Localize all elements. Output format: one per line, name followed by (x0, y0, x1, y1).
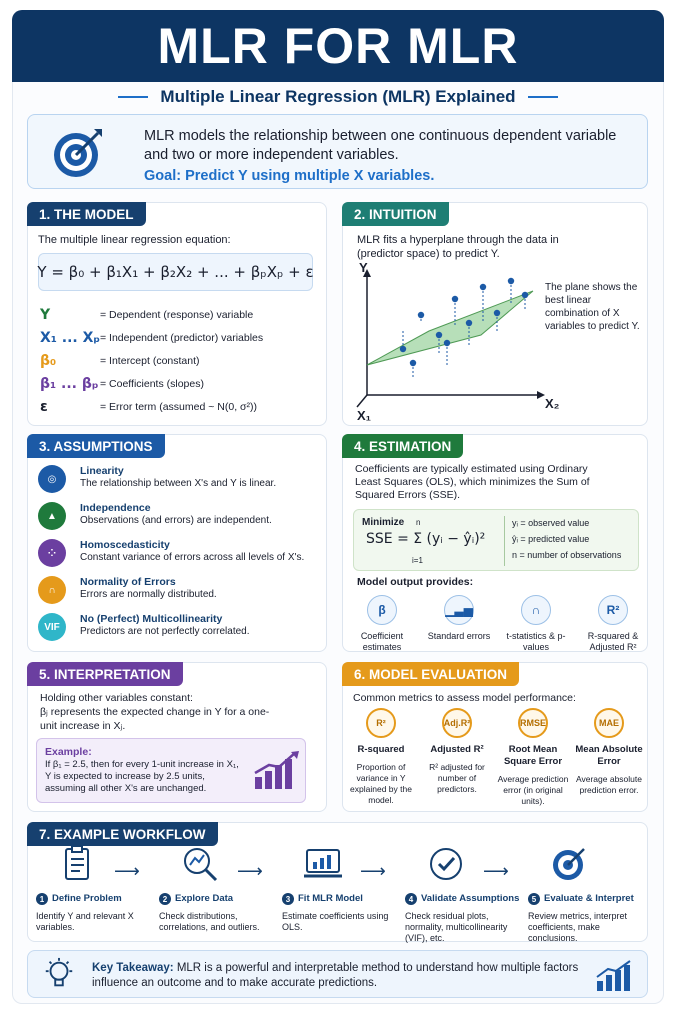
metric-badge-icon: R² (366, 708, 396, 738)
data-point (444, 340, 450, 346)
assumption-description: Constant variance of errors across all levels of X's. (80, 552, 305, 563)
legend-symbol: β₀ (40, 353, 57, 369)
intro-description: MLR models the relationship between one continuous dependent variable and two or more independent variables. (144, 128, 617, 163)
data-point (452, 296, 458, 302)
data-point (480, 284, 486, 290)
hyperplane (367, 291, 533, 365)
data-point (400, 346, 406, 352)
metric-name: Adjusted R² (430, 744, 484, 755)
data-point (436, 332, 442, 338)
model-lead: The multiple linear regression equation: (38, 234, 231, 246)
metric-name: Root Mean Square Error (503, 744, 563, 767)
divider (504, 516, 505, 566)
takeaway-body: MLR is a powerful and interpretable method to understand how multiple factors influence an outcome and to make accurate predictions. (92, 962, 579, 989)
data-point (466, 320, 472, 326)
sse-definition: yᵢ = observed value (512, 518, 590, 528)
x2-axis-arrow (537, 391, 545, 399)
estimation-card (342, 434, 648, 652)
legend-symbol: β₁ ... βₚ (40, 376, 99, 392)
assumption-item (38, 502, 328, 534)
legend-row (40, 376, 320, 394)
independence-icon: ▲ (38, 502, 66, 530)
assumptions-card (27, 434, 327, 652)
interpretation-lead: Holding other variables constant: (40, 692, 193, 704)
step-description: Check residual plots, normality, multicollinearity (VIF), etc. (405, 911, 508, 943)
metric-badge-icon: Adj.R² (442, 708, 472, 738)
sum-bottom: i=1 (412, 556, 423, 565)
page-title: MLR FOR MLR (157, 18, 519, 74)
variance-icon: ⁘ (38, 539, 66, 567)
x1-axis (357, 395, 367, 407)
page-subtitle: Multiple Linear Regression (MLR) Explained (160, 87, 516, 106)
intuition-heading: 2. INTUITION (342, 202, 449, 226)
assumption-description: Observations (and errors) are independent. (80, 515, 272, 526)
sum-top: n (416, 518, 421, 527)
model-output-item (501, 595, 571, 653)
lightbulb-icon (42, 957, 76, 991)
takeaway-label: Key Takeaway: (92, 962, 174, 974)
intuition-note: The plane shows the best linear combination of X variables to predict Y. (545, 282, 640, 332)
data-point (522, 292, 528, 298)
laptop-chart-icon (302, 843, 344, 885)
step-number: 3 (282, 893, 294, 905)
assumption-description: The relationship between X's and Y is linear. (80, 478, 277, 489)
estimation-lead: Coefficients are typically estimated using Ordinary Least Squares (OLS), which minimizes the Sum of Squared Errors (SSE). (355, 463, 590, 501)
distribution-icon: ∩ (521, 595, 551, 625)
sse-definition: ŷᵢ = predicted value (512, 534, 590, 544)
assumption-title: No (Perfect) Multicollinearity (80, 613, 223, 625)
target-icon (548, 843, 590, 885)
example-title: Example: (45, 746, 92, 758)
metric-item (419, 708, 495, 795)
step-title: Fit MLR Model (298, 893, 363, 904)
legend-symbol: ε (40, 399, 48, 415)
step-title: Validate Assumptions (421, 893, 520, 904)
target-icon (50, 125, 106, 181)
bell-curve-icon: ∩ (38, 576, 66, 604)
output-title: Model output provides: (357, 576, 474, 588)
assumption-title: Independence (80, 502, 151, 514)
intro-goal: Goal: Predict Y using multiple X variables. (144, 168, 435, 184)
metric-name: R-squared (357, 744, 405, 755)
model-output-item (424, 595, 494, 642)
arrow-right-icon: ⟶ (360, 861, 386, 881)
step-number: 5 (528, 893, 540, 905)
metric-description: Proportion of variance in Y explained by the model. (350, 762, 412, 805)
vif-icon: VIF (38, 613, 66, 641)
legend-definition: = Intercept (constant) (100, 355, 200, 367)
intro-text (144, 127, 634, 186)
step-title: Explore Data (175, 893, 234, 904)
step-title: Evaluate & Interpret (544, 893, 634, 904)
metric-badge-icon: MAE (594, 708, 624, 738)
step-description: Check distributions, correlations, and outliers. (159, 911, 260, 932)
arrow-right-icon: ⟶ (114, 861, 140, 881)
regression-equation: Y = β₀ + β₁X₁ + β₂X₂ + ... + βₚXₚ + ε (38, 253, 313, 291)
clipboard-icon (56, 843, 98, 885)
workflow-card (27, 822, 648, 942)
estimation-heading: 4. ESTIMATION (342, 434, 463, 458)
step-description: Review metrics, interpret coefficients, make conclusions. (528, 911, 628, 943)
legend-definition: = Coefficients (slopes) (100, 378, 204, 390)
growth-chart-icon (594, 959, 634, 993)
step-description: Estimate coefficients using OLS. (282, 911, 389, 932)
data-point (418, 312, 424, 318)
assumptions-heading: 3. ASSUMPTIONS (27, 434, 165, 458)
bar-chart-icon: ▁▃▅ (444, 595, 474, 625)
hero-banner (12, 10, 664, 82)
assumption-description: Errors are normally distributed. (80, 589, 217, 600)
legend-definition: = Independent (predictor) variables (100, 332, 264, 344)
model-output-item (578, 595, 648, 653)
legend-symbol: Y (40, 307, 51, 323)
model-output-item (347, 595, 417, 653)
example-box (36, 738, 306, 803)
model-card (27, 202, 327, 426)
axis-x2-label: X₂ (545, 396, 560, 411)
axis-x1-label: X₁ (357, 408, 372, 423)
r-squared-icon: R² (598, 595, 628, 625)
metric-item (571, 708, 647, 796)
legend-row (40, 399, 320, 417)
evaluation-lead: Common metrics to assess model performance: (353, 692, 576, 704)
step-number: 4 (405, 893, 417, 905)
data-point (494, 310, 500, 316)
step-title: Define Problem (52, 893, 122, 904)
legend-symbol: X₁ ... Xₚ (40, 330, 101, 346)
arrow-right-icon: ⟶ (483, 861, 509, 881)
axis-y-label: Y (359, 260, 368, 275)
data-point (508, 278, 514, 284)
sse-definition: n = number of observations (512, 550, 622, 560)
evaluation-card (342, 662, 648, 812)
legend-row (40, 307, 320, 325)
metric-item (343, 708, 419, 806)
assumption-title: Normality of Errors (80, 576, 176, 588)
assumption-item (38, 613, 328, 645)
check-circle-icon (425, 843, 467, 885)
metric-description: Average absolute prediction error. (575, 774, 642, 795)
model-output-label: R-squared & Adjusted R² (587, 631, 639, 652)
metric-name: Mean Absolute Error (575, 744, 643, 767)
assumption-description: Predictors are not perfectly correlated. (80, 626, 250, 637)
step-number: 1 (36, 893, 48, 905)
assumption-item (38, 465, 328, 497)
growth-chart-icon (251, 751, 301, 791)
model-output-label: Coefficient estimates (360, 631, 404, 652)
assumption-item (38, 539, 328, 571)
interpretation-card (27, 662, 327, 812)
legend-definition: = Dependent (response) variable (100, 309, 254, 321)
legend-row (40, 330, 320, 348)
beta-icon: β (367, 595, 397, 625)
takeaway-box (27, 950, 648, 998)
metric-badge-icon: RMSE (518, 708, 548, 738)
magnifier-chart-icon (179, 843, 221, 885)
model-output-label: t-statistics & p-values (506, 631, 566, 652)
divider (118, 96, 148, 98)
metric-item (495, 708, 571, 807)
intro-box (27, 114, 648, 189)
model-heading: 1. THE MODEL (27, 202, 146, 226)
legend-definition: = Error term (assumed ~ N(0, σ²)) (100, 401, 258, 413)
sse-box (353, 509, 639, 571)
model-output-label: Standard errors (427, 631, 491, 641)
target-icon: ◎ (38, 465, 66, 493)
arrow-right-icon: ⟶ (237, 861, 263, 881)
metric-description: Average prediction error (in original units). (497, 774, 569, 806)
minimize-label: Minimize (362, 517, 405, 528)
intuition-lead: MLR fits a hyperplane through the data in (predictor space) to predict Y. (357, 234, 559, 260)
takeaway-text (92, 961, 582, 991)
assumption-item (38, 576, 328, 608)
example-text: If β₁ = 2.5, then for every 1-unit increase in X₁, Y is expected to increase by 2.5 units, assuming all other X's are unchanged. (45, 759, 239, 794)
subtitle-row (0, 86, 676, 108)
assumption-title: Homoscedasticity (80, 539, 170, 551)
metric-description: R² adjusted for number of predictors. (429, 762, 485, 794)
interpretation-heading: 5. INTERPRETATION (27, 662, 183, 686)
intuition-card (342, 202, 648, 426)
data-point (410, 360, 416, 366)
workflow-heading: 7. EXAMPLE WORKFLOW (27, 822, 218, 846)
step-description: Identify Y and relevant X variables. (36, 911, 134, 932)
sse-formula: SSE = Σ (yᵢ − ŷᵢ)² (366, 531, 486, 547)
divider (528, 96, 558, 98)
step-number: 2 (159, 893, 171, 905)
interpretation-beta: βⱼ represents the expected change in Y for a one-unit increase in Xⱼ. (40, 706, 270, 732)
evaluation-heading: 6. MODEL EVALUATION (342, 662, 519, 686)
assumption-title: Linearity (80, 465, 124, 477)
legend-row (40, 353, 320, 371)
